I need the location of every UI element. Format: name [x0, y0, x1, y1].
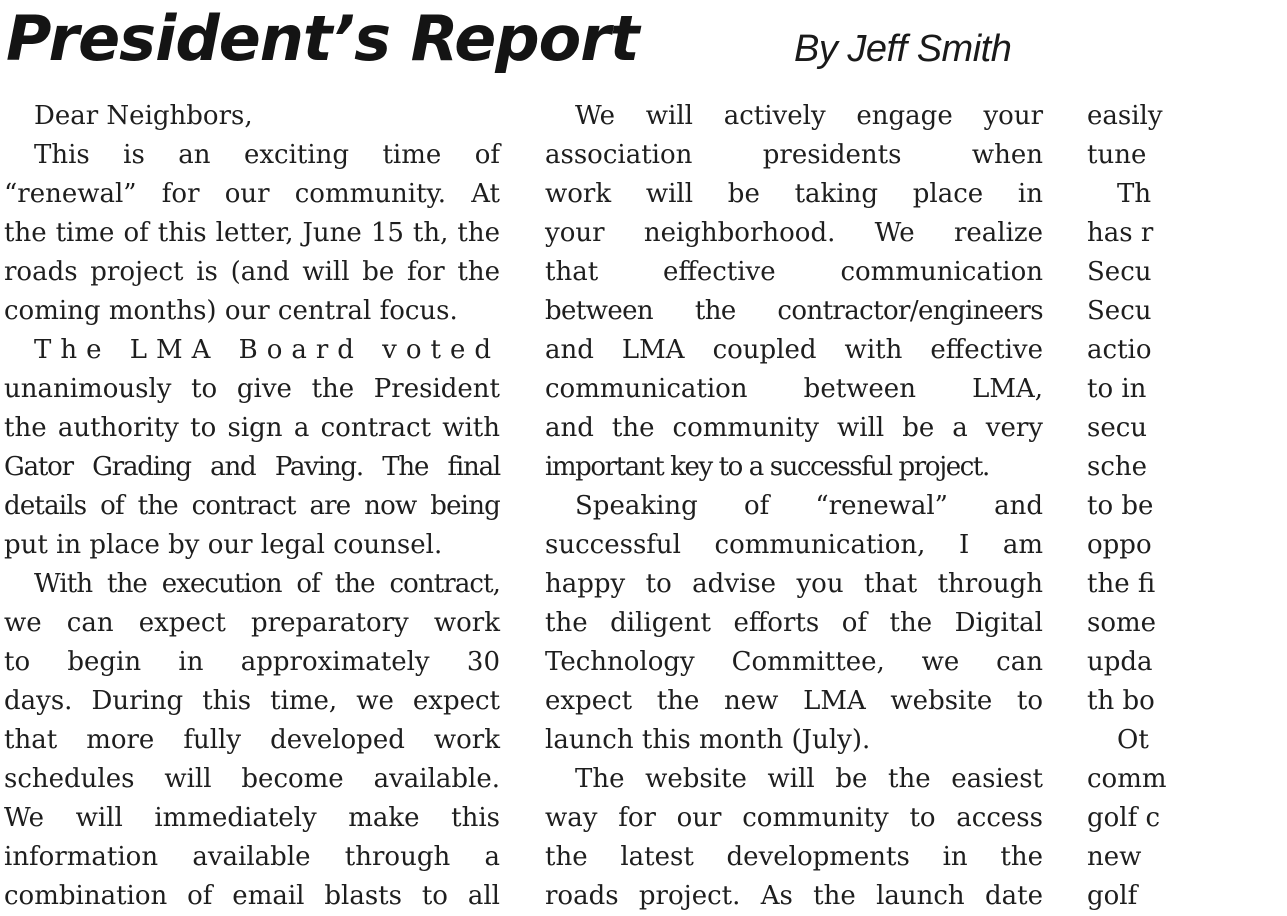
body-line: We will immediately make this: [4, 803, 500, 833]
body-line: communication between LMA,: [545, 374, 1043, 404]
article-column-1: [4, 97, 500, 916]
body-line: expect the new LMA website to: [545, 686, 1043, 716]
body-line: Th: [1117, 179, 1152, 209]
body-line: coming months) our central focus.: [4, 296, 458, 326]
body-line: work will be taking place in: [545, 179, 1043, 209]
body-line: golf: [1087, 881, 1138, 911]
body-line: your neighborhood. We realize: [545, 218, 1043, 248]
body-line: oppo: [1087, 530, 1152, 560]
body-line: that effective communication: [545, 257, 1043, 287]
body-line: association presidents when: [545, 140, 1043, 170]
body-line: put in place by our legal counsel.: [4, 530, 443, 560]
body-line: schedules will become available.: [4, 764, 500, 794]
body-line: to in: [1087, 374, 1147, 404]
body-line: happy to advise you that through: [545, 569, 1043, 599]
body-line: golf c: [1087, 803, 1161, 833]
body-line: We will actively engage your: [575, 101, 1043, 131]
body-line: information available through a: [4, 842, 500, 872]
body-line: between the contractor/engineers: [545, 296, 1043, 326]
body-line: days. During this time, we expect: [4, 686, 500, 716]
body-line: tune: [1087, 140, 1147, 170]
body-line: Ot: [1117, 725, 1149, 755]
report-header: [4, 0, 1153, 90]
body-line: that more fully developed work: [4, 725, 500, 755]
body-line: some: [1087, 608, 1157, 638]
body-line: launch this month (July).: [545, 725, 871, 755]
body-line: to be: [1087, 491, 1154, 521]
body-line: combination of email blasts to all: [4, 881, 500, 911]
body-line: th bo: [1087, 686, 1155, 716]
body-line: Speaking of “renewal” and: [575, 491, 1043, 521]
body-line: roads project is (and will be for the: [4, 257, 500, 287]
body-line: the diligent efforts of the Digital: [545, 608, 1043, 638]
body-line: With the execution of the contract,: [34, 569, 500, 599]
salutation: Dear Neighbors,: [34, 101, 253, 131]
body-line: successful communication, I am: [545, 530, 1043, 560]
body-line: actio: [1087, 335, 1152, 365]
body-line: important key to a successful project.: [545, 452, 989, 482]
article-column-2: [545, 97, 1043, 916]
body-line: and LMA coupled with effective: [545, 335, 1043, 365]
body-line: way for our community to access: [545, 803, 1043, 833]
body-line: new: [1087, 842, 1142, 872]
body-line: the time of this letter, June 15 th, the: [4, 218, 500, 248]
body-line: the fi: [1087, 569, 1156, 599]
body-line: upda: [1087, 647, 1153, 677]
body-line: This is an exciting time of: [34, 140, 500, 170]
body-line: Gator Grading and Paving. The final: [4, 452, 500, 482]
body-line: has r: [1087, 218, 1154, 248]
body-line: Secu: [1087, 296, 1152, 326]
body-line: The LMA Board voted: [34, 335, 500, 365]
report-byline: By Jeff Smith: [794, 28, 1012, 70]
body-line: Secu: [1087, 257, 1152, 287]
body-line: the authority to sign a contract with: [4, 413, 500, 443]
body-line: secu: [1087, 413, 1148, 443]
body-line: Technology Committee, we can: [545, 647, 1043, 677]
report-title: President’s Report: [6, 2, 639, 75]
body-line: sche: [1087, 452, 1148, 482]
body-line: we can expect preparatory work: [4, 608, 500, 638]
body-line: comm: [1087, 764, 1167, 794]
body-line: and the community will be a very: [545, 413, 1043, 443]
article-column-3: [1087, 97, 1287, 916]
body-line: roads project. As the launch date: [545, 881, 1043, 911]
body-line: “renewal” for our community. At: [4, 179, 500, 209]
body-line: easily: [1087, 101, 1163, 131]
body-line: The website will be the easiest: [575, 764, 1043, 794]
body-line: details of the contract are now being: [4, 491, 500, 521]
body-line: unanimously to give the President: [4, 374, 500, 404]
body-line: to begin in approximately 30: [4, 647, 500, 677]
body-line: the latest developments in the: [545, 842, 1043, 872]
